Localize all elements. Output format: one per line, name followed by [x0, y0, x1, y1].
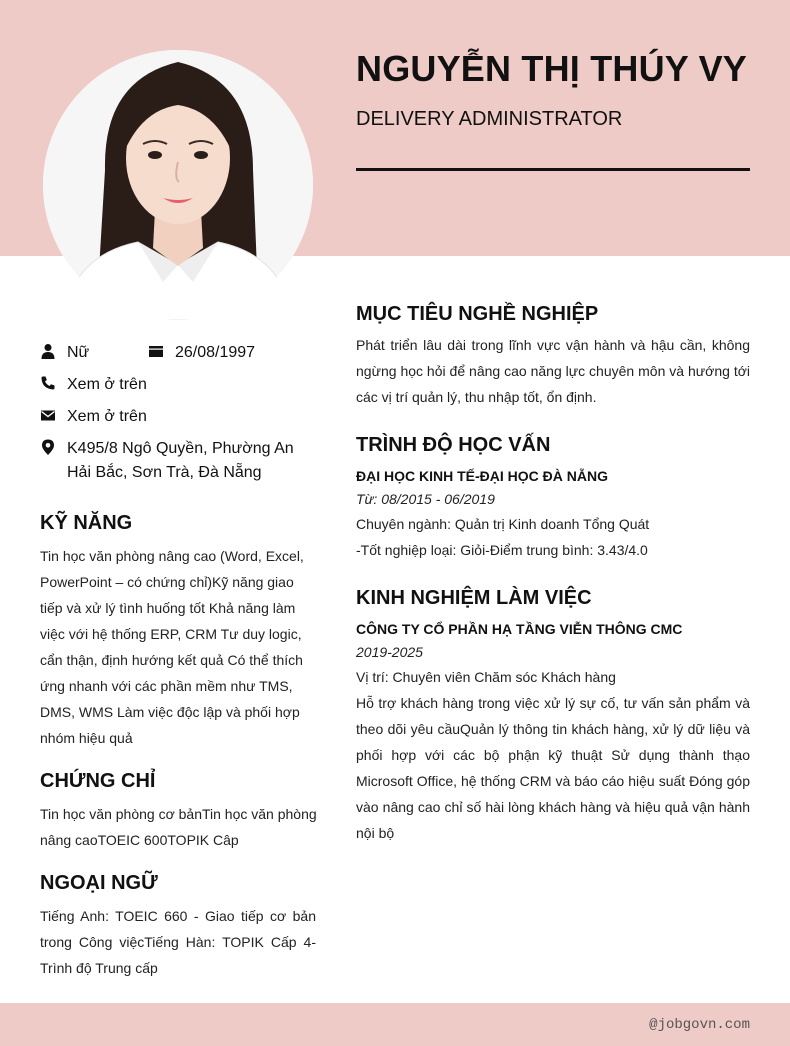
address-line-1: K495/8 Ngô Quyền, Phường An	[67, 440, 294, 457]
job-title: DELIVERY ADMINISTRATOR	[356, 108, 623, 130]
portrait-illustration	[43, 50, 313, 320]
envelope-icon	[40, 407, 56, 423]
objective-text: Phát triển lâu dài trong lĩnh vực vận hành và hậu cần, không ngừng học hỏi để nâng cao năng lực chuyên môn và hướng tới các vị trí quản lý, thu nhập tốt, ổn định.	[356, 337, 750, 405]
experience-position: Vị trí: Chuyên viên Chăm sóc Khách hàng	[356, 669, 616, 685]
phone-icon	[40, 375, 56, 391]
languages-heading: NGOẠI NGỮ	[40, 872, 158, 894]
experience-description: Hỗ trợ khách hàng trong việc xử lý sự cố, tư vấn sản phẩm và theo dõi yêu cầuQuản lý thông tin khách hàng, xử lý dữ liệu và phối hợp với các bộ phận kỹ thuật Sử dụng thành thạo Microsoft Office, hệ thống CRM và báo cáo hiệu suất Đóng góp vào nâng cao chỉ số hài lòng khách hàng và hiệu quả vận hành nội bộ	[356, 695, 750, 841]
email-value: Xem ở trên	[67, 408, 147, 425]
experience-period: 2019-2025	[356, 644, 423, 660]
education-result: -Tốt nghiệp loại: Giỏi-Điểm trung bình: 3.43/4.0	[356, 542, 648, 558]
education-major: Chuyên ngành: Quản trị Kinh doanh Tổng Quát	[356, 516, 650, 532]
education-period: Từ: 08/2015 - 06/2019	[356, 491, 495, 507]
birthday-value: 26/08/1997	[175, 344, 256, 361]
location-pin-icon	[40, 439, 56, 455]
experience-heading: KINH NGHIỆM LÀM VIỆC	[356, 587, 592, 609]
gender-value: Nữ	[67, 344, 90, 361]
certificates-heading: CHỨNG CHỈ	[40, 770, 156, 792]
address-line-2: Hải Bắc, Sơn Trà, Đà Nẵng	[67, 464, 262, 481]
skills-text: Tin học văn phòng nâng cao (Word, Excel, PowerPoint – có chứng chỉ)Kỹ năng giao tiếp và xử lý tình huống tốt Khả năng làm việc với hệ thống ERP, CRM Tư duy logic, cẩn thận, định hướng kết quả Có thể thích ứng nhanh với các phần mềm như TMS, DMS, WMS Làm việc độc lập và phối hợp nhóm hiệu quả	[40, 548, 304, 746]
phone-value: Xem ở trên	[67, 376, 147, 393]
footer-brand: @jobgovn.com	[649, 1017, 750, 1033]
languages-text: Tiếng Anh: TOEIC 660 - Giao tiếp cơ bản trong Công việcTiếng Hàn: TOPIK Cấp 4- Trình độ Trung cấp	[40, 908, 316, 976]
certificates-text: Tin học văn phòng cơ bảnTin học văn phòng nâng caoTOEIC 600TOPIK Câp	[40, 806, 317, 848]
profile-photo	[43, 50, 313, 320]
candidate-name: NGUYỄN THỊ THÚY VY	[356, 48, 747, 89]
person-icon	[40, 343, 56, 359]
education-heading: TRÌNH ĐỘ HỌC VẤN	[356, 434, 551, 456]
title-divider	[356, 168, 750, 171]
skills-heading: KỸ NĂNG	[40, 512, 133, 534]
objective-heading: MỤC TIÊU NGHỀ NGHIỆP	[356, 303, 599, 325]
calendar-icon	[148, 343, 164, 359]
experience-company: CÔNG TY CỔ PHẦN HẠ TẦNG VIỄN THÔNG CMC	[356, 621, 683, 637]
education-school: ĐẠI HỌC KINH TẾ-ĐẠI HỌC ĐÀ NẴNG	[356, 468, 608, 484]
